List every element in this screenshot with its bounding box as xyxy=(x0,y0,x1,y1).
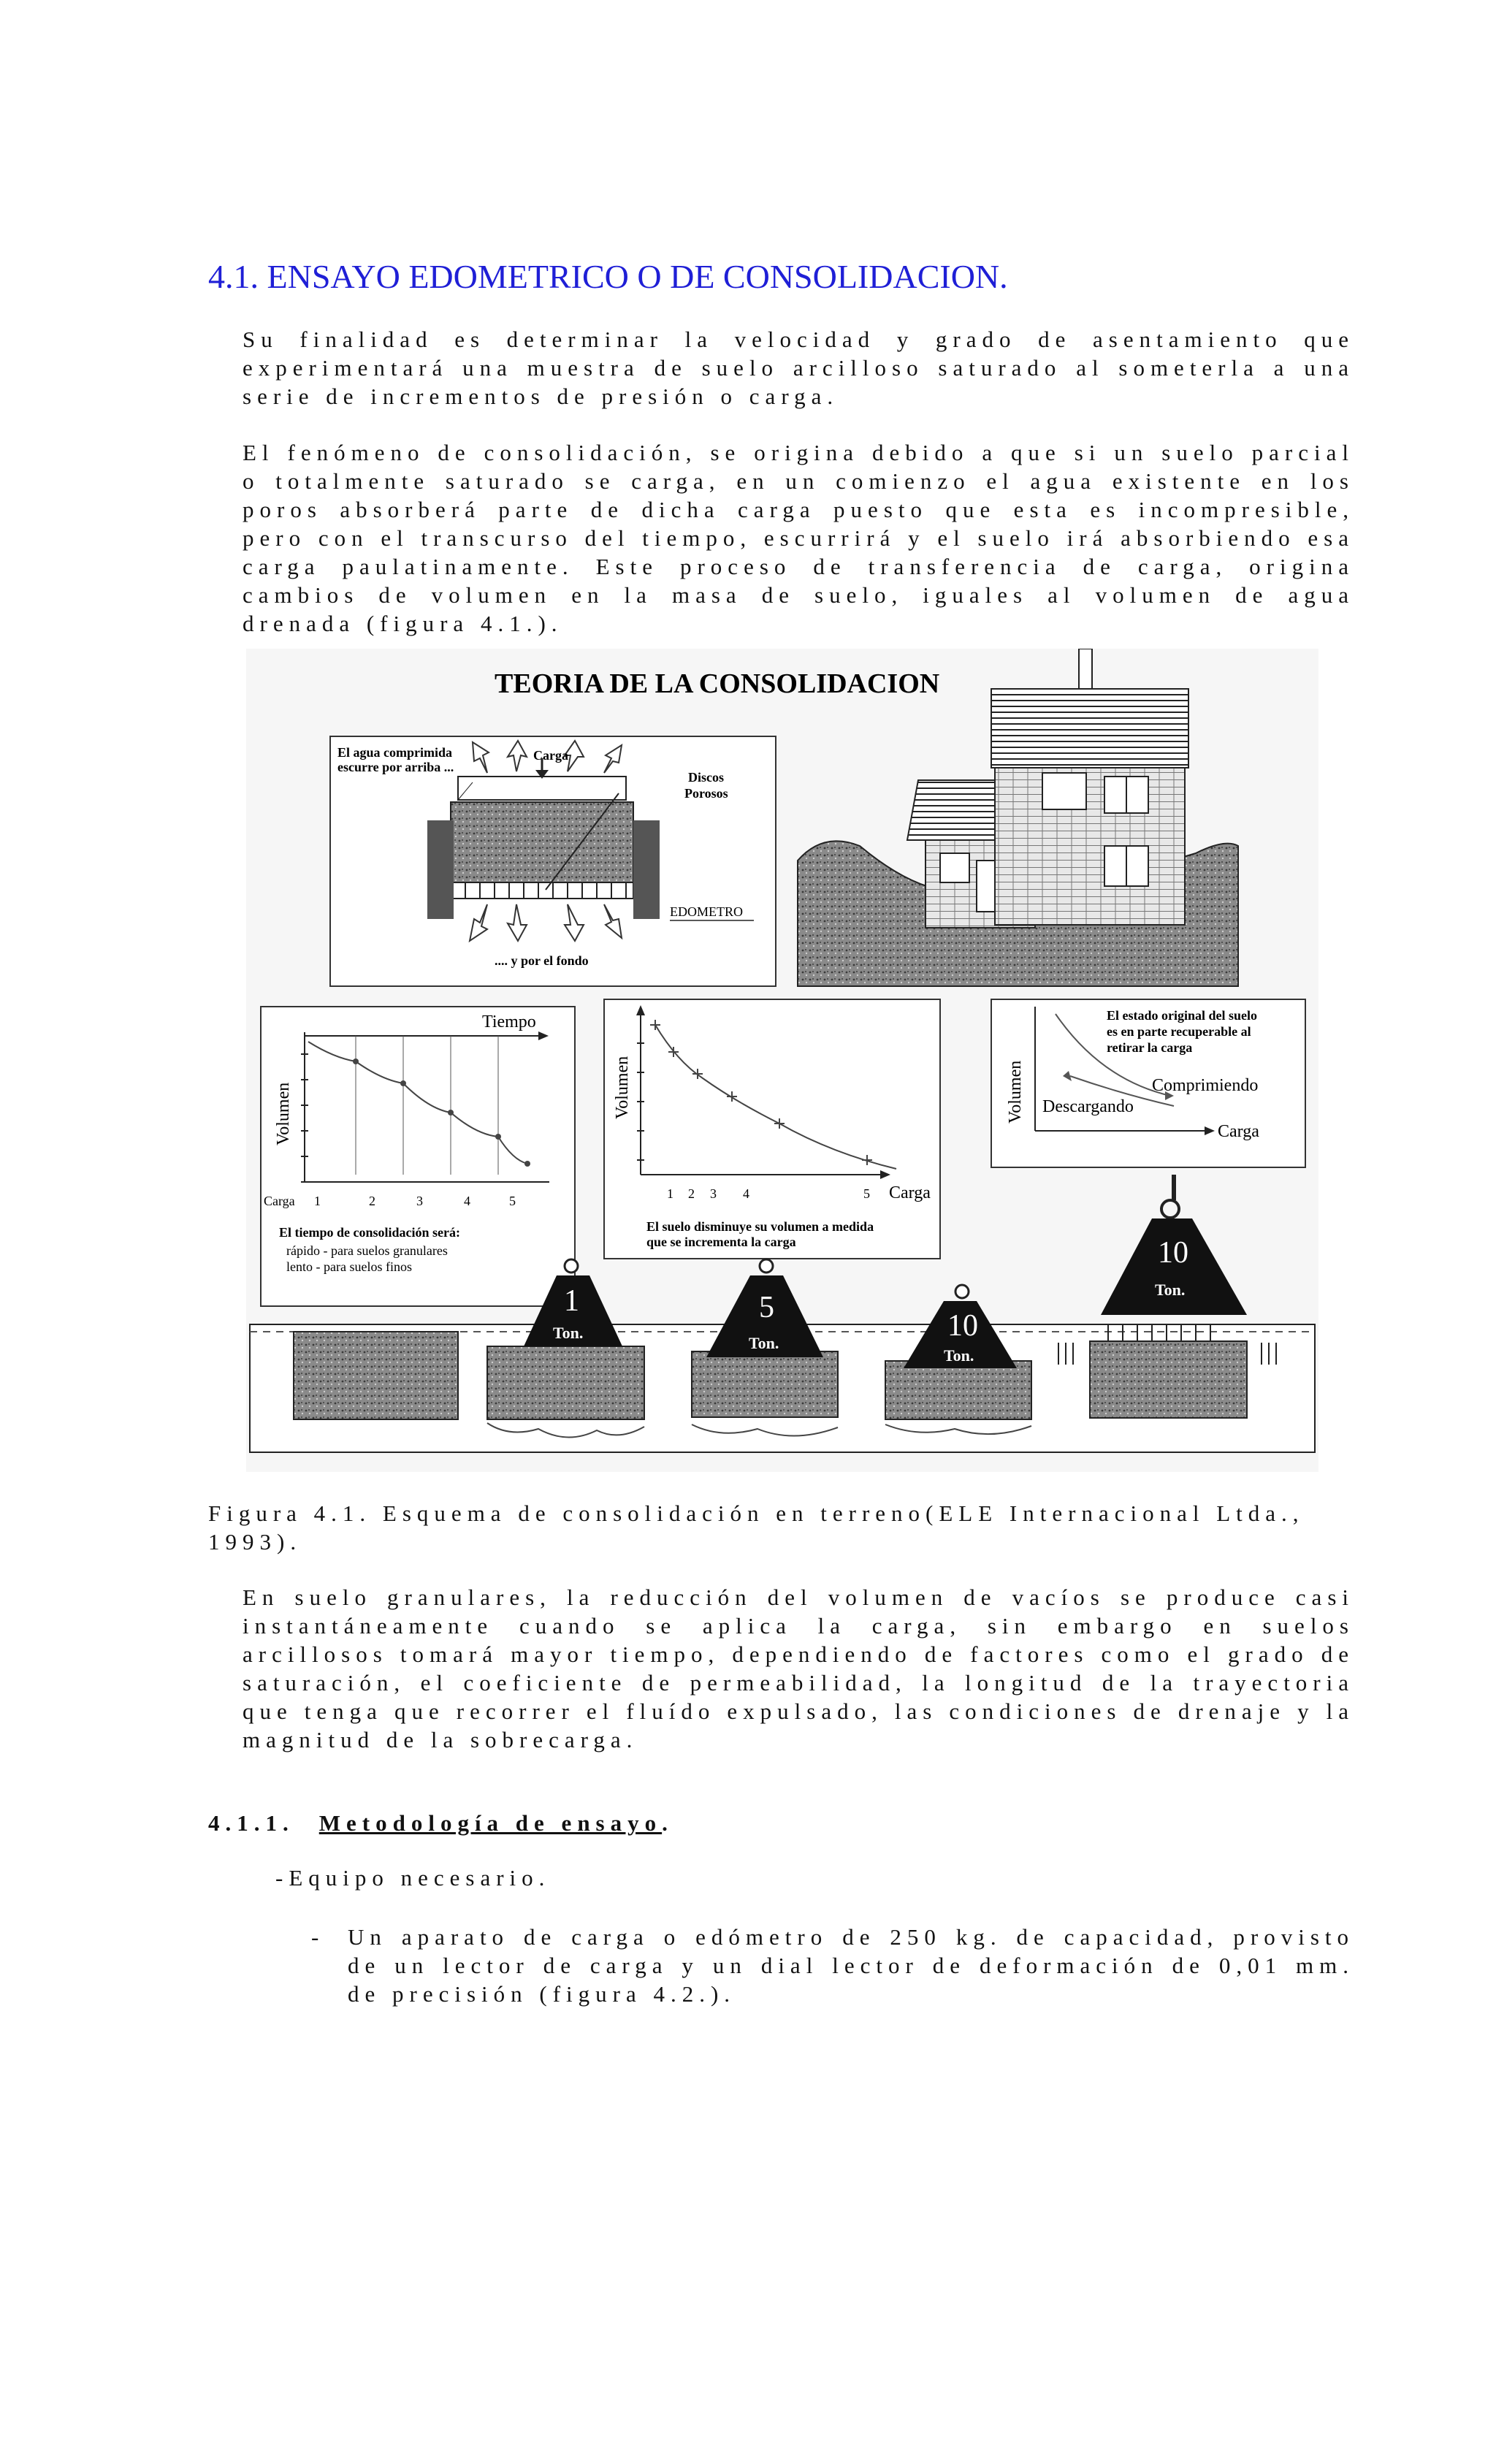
weight-2-unit: Ton. xyxy=(749,1334,779,1352)
recovery-chart xyxy=(991,999,1305,1167)
label-water-bottom: .... y por el fondo xyxy=(495,953,589,968)
consolidation-figure xyxy=(246,649,1318,1472)
label-disks-1: Discos xyxy=(688,770,724,785)
weight-1-unit: Ton. xyxy=(553,1324,584,1342)
time-chart-step-5: 5 xyxy=(509,1194,516,1208)
label-water-top-1: El agua comprimida xyxy=(337,745,453,760)
subsection-period: . xyxy=(662,1810,673,1836)
load-chart-tick-2: 2 xyxy=(688,1186,695,1201)
list-item-apparatus xyxy=(311,1923,1354,2008)
time-chart-load-label: Carga xyxy=(264,1194,295,1208)
load-chart-tick-3: 3 xyxy=(710,1186,717,1201)
figure-title: TEORIA DE LA CONSOLIDACION xyxy=(495,668,940,699)
subsection-number: 4.1.1. xyxy=(208,1810,294,1836)
time-chart-xlabel: Tiempo xyxy=(482,1012,536,1031)
list-dash: - xyxy=(311,1924,325,1950)
subsection-heading xyxy=(208,1810,673,1836)
figure-caption: Figura 4.1. Esquema de consolidación en terreno(ELE Internacional Ltda., 1993). xyxy=(208,1500,1305,1555)
list-item-apparatus-text: Un aparato de carga o edómetro de 250 kg. de capacidad, provisto de un lector de carga y un dial lector de deformación de 0,01 mm. de precisión (figura 4.2.). xyxy=(348,1924,1354,2007)
time-chart-step-3: 3 xyxy=(416,1194,423,1208)
weight-3-unit: Ton. xyxy=(944,1346,974,1365)
load-chart-ylabel: Volumen xyxy=(613,1056,632,1119)
load-chart-note-2: que se incrementa la carga xyxy=(646,1235,796,1249)
time-chart-note-1: rápido - para suelos granulares xyxy=(286,1243,448,1258)
paragraph-purpose: Su finalidad es determinar la velocidad y grado de asentamiento que experimentará una muestra de suelo arcilloso saturado al someterla a una serie de incrementos de presión o carga. xyxy=(243,327,1354,409)
section-heading: 4.1. ENSAYO EDOMETRICO O DE CONSOLIDACION. xyxy=(208,258,1008,295)
weight-4-value: 10 xyxy=(1158,1236,1188,1270)
list-item-equipment: -Equipo necesario. xyxy=(275,1865,551,1891)
paragraph-granular: En suelo granulares, la reducción del volumen de vacíos se produce casi instantáneamente cuando se aplica la carga, sin embargo en suelos arcillosos tomará mayor tiempo, dependiendo de factores como el grado de saturación, el coeficiente de permeabilidad, la longitud de la trayectoria que tenga que recorrer el fluído expulsado, las condiciones de drenaje y la magnitud de la sobrecarga. xyxy=(243,1584,1354,1752)
time-chart xyxy=(261,1007,575,1306)
weight-2-value: 5 xyxy=(759,1291,774,1324)
time-chart-ylabel: Volumen xyxy=(274,1082,293,1145)
time-chart-step-1: 1 xyxy=(314,1194,321,1208)
recovery-chart-ylabel: Volumen xyxy=(1006,1060,1025,1124)
recovery-chart-note-1: El estado original del suelo xyxy=(1107,1008,1258,1023)
subsection-title: Metodología de ensayo xyxy=(318,1810,663,1836)
label-edometro: EDOMETRO xyxy=(670,904,743,919)
recovery-chart-xlabel: Carga xyxy=(1218,1122,1259,1141)
time-chart-note-2: lento - para suelos finos xyxy=(286,1259,412,1274)
load-chart-tick-1: 1 xyxy=(667,1186,673,1201)
label-disks-2: Porosos xyxy=(684,786,728,801)
load-chart-note-1: El suelo disminuye su volumen a medida xyxy=(646,1219,874,1234)
recovery-chart-note-2: es en parte recuperable al xyxy=(1107,1024,1251,1039)
time-chart-step-2: 2 xyxy=(369,1194,375,1208)
edometro-panel xyxy=(330,736,776,986)
weight-3-value: 10 xyxy=(947,1309,978,1343)
load-chart xyxy=(604,999,940,1259)
label-water-top-2: escurre por arriba ... xyxy=(337,760,454,774)
recovery-chart-compress: Comprimiendo xyxy=(1152,1076,1259,1095)
weight-1-value: 1 xyxy=(564,1284,579,1318)
label-load: Carga xyxy=(533,748,568,763)
load-chart-tick-5: 5 xyxy=(863,1186,870,1201)
weight-4-unit: Ton. xyxy=(1155,1281,1186,1299)
load-chart-xlabel: Carga xyxy=(889,1183,931,1202)
recovery-chart-unload: Descargando xyxy=(1042,1097,1134,1116)
time-chart-step-4: 4 xyxy=(464,1194,470,1208)
recovery-chart-note-3: retirar la carga xyxy=(1107,1040,1193,1055)
load-chart-tick-4: 4 xyxy=(743,1186,749,1201)
time-chart-note-title: El tiempo de consolidación será: xyxy=(279,1225,460,1240)
paragraph-phenomenon: El fenómeno de consolidación, se origina debido a que si un suelo parcial o totalmente saturado se carga, en un comienzo el agua existente en los poros absorberá parte de dicha carga puesto que esta es incompresible, pero con el transcurso del tiempo, escurrirá y el suelo irá absorbiendo esa carga paulatinamente. Este proceso de transferencia de carga, origina cambios de volumen en la masa de suelo, iguales al volumen de agua drenada (figura 4.1.). xyxy=(243,440,1354,636)
